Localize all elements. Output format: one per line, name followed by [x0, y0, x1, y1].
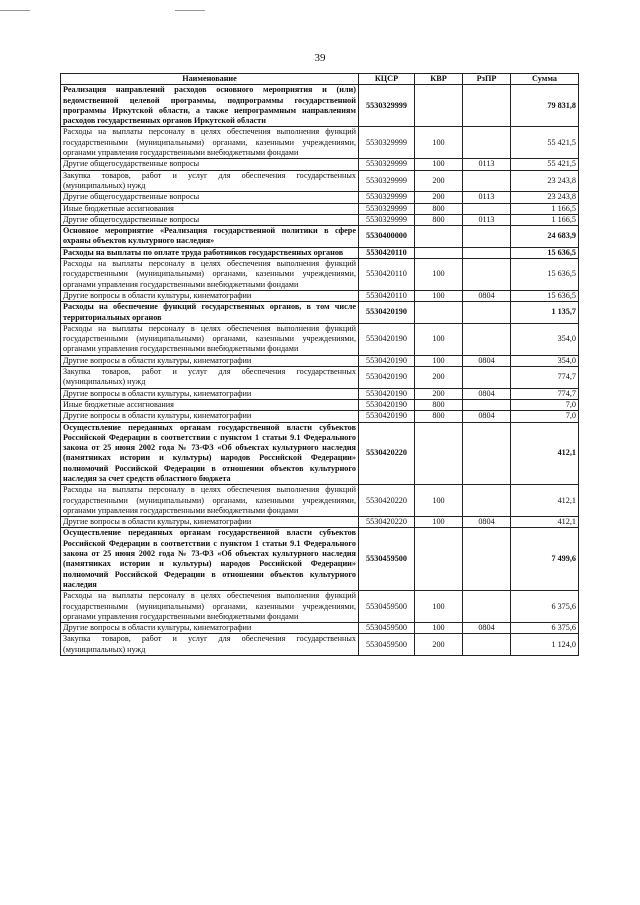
row-code-cell: 5530420220	[359, 517, 415, 528]
row-sum-cell: 23 243,8	[511, 170, 579, 192]
row-code-cell: 5530420190	[359, 388, 415, 399]
row-rzpr-cell	[463, 259, 511, 291]
row-rzpr-cell: 0804	[463, 355, 511, 366]
row-code-cell: 5530420190	[359, 399, 415, 410]
row-sum-cell: 55 421,5	[511, 127, 579, 159]
row-sum-cell: 412,1	[511, 517, 579, 528]
row-kvr-cell: 100	[415, 623, 463, 634]
row-rzpr-cell	[463, 367, 511, 389]
row-sum-cell: 7,0	[511, 411, 579, 422]
row-kvr-cell: 100	[415, 591, 463, 623]
row-name-cell: Расходы на выплаты персоналу в целях обеспечения выполнения функций государственными (муниципальными) органами, казенными учреждениями, органами управления государственными внебюджетными фондами	[61, 127, 359, 159]
row-rzpr-cell	[463, 226, 511, 248]
row-name-cell: Расходы на выплаты по оплате труда работников государственных органов	[61, 247, 359, 258]
row-rzpr-cell	[463, 127, 511, 159]
row-sum-cell: 1 135,7	[511, 302, 579, 324]
row-code-cell: 5530329999	[359, 127, 415, 159]
row-rzpr-cell	[463, 591, 511, 623]
row-code-cell: 5530420110	[359, 259, 415, 291]
row-rzpr-cell: 0113	[463, 214, 511, 225]
table-row	[61, 159, 579, 170]
row-rzpr-cell: 0804	[463, 411, 511, 422]
row-name-cell: Осуществление переданных органам государственной власти субъектов Российской Федерации в соответствии с пунктом 1 статьи 9.1 Федерального закона от 25 июня 2002 года № 73-ФЗ «Об объектах культурного наследия (памятниках истории и культуры) народов Российской Федерации» полномочий Российской Федерации в отношении объектов культурного наследия за счет средств областного бюджета	[61, 422, 359, 485]
row-name-cell: Расходы на обеспечение функций государственных органов, в том числе территориальных органов	[61, 302, 359, 324]
row-code-cell: 5530459500	[359, 591, 415, 623]
table-row	[61, 399, 579, 410]
row-rzpr-cell	[463, 170, 511, 192]
row-sum-cell: 7 499,6	[511, 528, 579, 591]
row-code-cell: 5530329999	[359, 159, 415, 170]
row-kvr-cell	[415, 85, 463, 127]
table-row	[61, 355, 579, 366]
table-row	[61, 290, 579, 301]
row-sum-cell: 6 375,6	[511, 591, 579, 623]
row-sum-cell: 7,0	[511, 399, 579, 410]
row-code-cell: 5530420190	[359, 302, 415, 324]
row-code-cell: 5530420190	[359, 367, 415, 389]
row-kvr-cell: 800	[415, 203, 463, 214]
row-rzpr-cell: 0804	[463, 623, 511, 634]
row-name-cell: Другие вопросы в области культуры, кинематографии	[61, 623, 359, 634]
row-name-cell: Расходы на выплаты персоналу в целях обеспечения выполнения функций государственными (муниципальными) органами, казенными учреждениями, органами управления государственными внебюджетными фондами	[61, 485, 359, 517]
row-rzpr-cell: 0804	[463, 290, 511, 301]
table-row	[61, 247, 579, 258]
row-code-cell: 5530329999	[359, 192, 415, 203]
row-code-cell: 5530329999	[359, 170, 415, 192]
row-rzpr-cell	[463, 203, 511, 214]
table-row	[61, 623, 579, 634]
row-rzpr-cell	[463, 302, 511, 324]
table-row	[61, 517, 579, 528]
row-name-cell: Другие вопросы в области культуры, кинематографии	[61, 388, 359, 399]
row-rzpr-cell	[463, 422, 511, 485]
scan-edge-mark-right	[175, 10, 205, 11]
row-kvr-cell: 100	[415, 290, 463, 301]
row-kvr-cell: 100	[415, 323, 463, 355]
row-sum-cell: 354,0	[511, 355, 579, 366]
table-row	[61, 302, 579, 324]
row-kvr-cell: 800	[415, 214, 463, 225]
row-kvr-cell: 200	[415, 367, 463, 389]
row-kvr-cell: 200	[415, 192, 463, 203]
table-row	[61, 485, 579, 517]
row-sum-cell: 15 636,5	[511, 259, 579, 291]
row-code-cell: 5530459500	[359, 528, 415, 591]
row-name-cell: Расходы на выплаты персоналу в целях обеспечения выполнения функций государственными (муниципальными) органами, казенными учреждениями, органами управления государственными внебюджетными фондами	[61, 323, 359, 355]
table-row	[61, 259, 579, 291]
row-name-cell: Другие вопросы в области культуры, кинематографии	[61, 355, 359, 366]
table-row	[61, 591, 579, 623]
row-kvr-cell: 100	[415, 355, 463, 366]
header-kvr: КВР	[415, 74, 463, 85]
table-row	[61, 323, 579, 355]
row-code-cell: 5530400000	[359, 226, 415, 248]
row-kvr-cell	[415, 247, 463, 258]
header-sum: Сумма	[511, 74, 579, 85]
row-rzpr-cell: 0113	[463, 159, 511, 170]
row-name-cell: Другие вопросы в области культуры, кинематографии	[61, 517, 359, 528]
table-row	[61, 127, 579, 159]
row-rzpr-cell	[463, 528, 511, 591]
row-kvr-cell	[415, 422, 463, 485]
table-row	[61, 411, 579, 422]
row-name-cell: Иные бюджетные ассигнования	[61, 203, 359, 214]
row-rzpr-cell	[463, 634, 511, 656]
row-rzpr-cell	[463, 247, 511, 258]
row-name-cell: Иные бюджетные ассигнования	[61, 399, 359, 410]
budget-table	[60, 73, 579, 656]
row-sum-cell: 15 636,5	[511, 290, 579, 301]
row-kvr-cell: 100	[415, 485, 463, 517]
row-code-cell: 5530420110	[359, 290, 415, 301]
row-name-cell: Закупка товаров, работ и услуг для обеспечения государственных (муниципальных) нужд	[61, 367, 359, 389]
row-sum-cell: 23 243,8	[511, 192, 579, 203]
header-code: КЦСР	[359, 74, 415, 85]
row-kvr-cell: 100	[415, 159, 463, 170]
row-sum-cell: 412,1	[511, 422, 579, 485]
row-rzpr-cell	[463, 323, 511, 355]
row-rzpr-cell: 0804	[463, 517, 511, 528]
page-number: 39	[314, 52, 326, 64]
row-sum-cell: 1 124,0	[511, 634, 579, 656]
row-kvr-cell: 100	[415, 259, 463, 291]
scan-edge-mark-left	[0, 10, 30, 11]
row-code-cell: 5530329999	[359, 203, 415, 214]
row-code-cell: 5530459500	[359, 623, 415, 634]
row-kvr-cell: 800	[415, 411, 463, 422]
table-row	[61, 203, 579, 214]
row-rzpr-cell: 0804	[463, 388, 511, 399]
row-sum-cell: 412,1	[511, 485, 579, 517]
row-kvr-cell: 100	[415, 517, 463, 528]
row-rzpr-cell	[463, 85, 511, 127]
table-row	[61, 367, 579, 389]
row-kvr-cell: 100	[415, 127, 463, 159]
row-kvr-cell: 200	[415, 388, 463, 399]
row-rzpr-cell	[463, 485, 511, 517]
row-sum-cell: 6 375,6	[511, 623, 579, 634]
table-row	[61, 226, 579, 248]
row-name-cell: Основное мероприятие «Реализация государственной политики в сфере охраны объектов культурного наследия»	[61, 226, 359, 248]
row-kvr-cell: 200	[415, 170, 463, 192]
row-name-cell: Закупка товаров, работ и услуг для обеспечения государственных (муниципальных) нужд	[61, 634, 359, 656]
row-kvr-cell: 800	[415, 399, 463, 410]
row-kvr-cell	[415, 528, 463, 591]
table-header-row	[61, 74, 579, 85]
row-rzpr-cell: 0113	[463, 192, 511, 203]
row-sum-cell: 79 831,8	[511, 85, 579, 127]
row-code-cell: 5530459500	[359, 634, 415, 656]
table-row	[61, 170, 579, 192]
row-name-cell: Расходы на выплаты персоналу в целях обеспечения выполнения функций государственными (муниципальными) органами, казенными учреждениями, органами управления государственными внебюджетными фондами	[61, 259, 359, 291]
header-name: Наименование	[61, 74, 359, 85]
row-sum-cell: 24 683,9	[511, 226, 579, 248]
table-row	[61, 192, 579, 203]
row-code-cell: 5530329999	[359, 214, 415, 225]
table-row	[61, 388, 579, 399]
row-sum-cell: 1 166,5	[511, 203, 579, 214]
row-name-cell: Расходы на выплаты персоналу в целях обеспечения выполнения функций государственными (муниципальными) органами, казенными учреждениями, органами управления государственными внебюджетными фондами	[61, 591, 359, 623]
row-name-cell: Реализация направлений расходов основного мероприятия и (или) ведомственной целевой программы, подпрограммы государственной программы Иркутской области, а также непрограммным направлениям расходов государственных органов Иркутской области	[61, 85, 359, 127]
table-row	[61, 528, 579, 591]
row-code-cell: 5530329999	[359, 85, 415, 127]
row-rzpr-cell	[463, 399, 511, 410]
table-row	[61, 214, 579, 225]
row-sum-cell: 774,7	[511, 367, 579, 389]
row-name-cell: Другие вопросы в области культуры, кинематографии	[61, 411, 359, 422]
row-name-cell: Другие общегосударственные вопросы	[61, 214, 359, 225]
table-row	[61, 85, 579, 127]
row-name-cell: Другие общегосударственные вопросы	[61, 192, 359, 203]
row-sum-cell: 15 636,5	[511, 247, 579, 258]
row-name-cell: Закупка товаров, работ и услуг для обеспечения государственных (муниципальных) нужд	[61, 170, 359, 192]
row-sum-cell: 354,0	[511, 323, 579, 355]
row-sum-cell: 55 421,5	[511, 159, 579, 170]
row-sum-cell: 1 166,5	[511, 214, 579, 225]
row-kvr-cell	[415, 302, 463, 324]
row-kvr-cell	[415, 226, 463, 248]
row-code-cell: 5530420190	[359, 411, 415, 422]
row-code-cell: 5530420190	[359, 323, 415, 355]
row-code-cell: 5530420110	[359, 247, 415, 258]
row-code-cell: 5530420190	[359, 355, 415, 366]
row-code-cell: 5530420220	[359, 485, 415, 517]
row-name-cell: Другие общегосударственные вопросы	[61, 159, 359, 170]
row-kvr-cell: 200	[415, 634, 463, 656]
header-rzpr: РзПР	[463, 74, 511, 85]
table-body	[61, 85, 579, 656]
row-sum-cell: 774,7	[511, 388, 579, 399]
table-row	[61, 634, 579, 656]
table-row	[61, 422, 579, 485]
row-code-cell: 5530420220	[359, 422, 415, 485]
row-name-cell: Другие вопросы в области культуры, кинематографии	[61, 290, 359, 301]
row-name-cell: Осуществление переданных органам государственной власти субъектов Российской Федерации в соответствии с пунктом 1 статьи 9.1 Федерального закона от 25 июня 2002 года № 73-ФЗ «Об объектах культурного наследия (памятниках истории и культуры) народов Российской Федерации» полномочий Российской Федерации в отношении объектов культурного наследия	[61, 528, 359, 591]
